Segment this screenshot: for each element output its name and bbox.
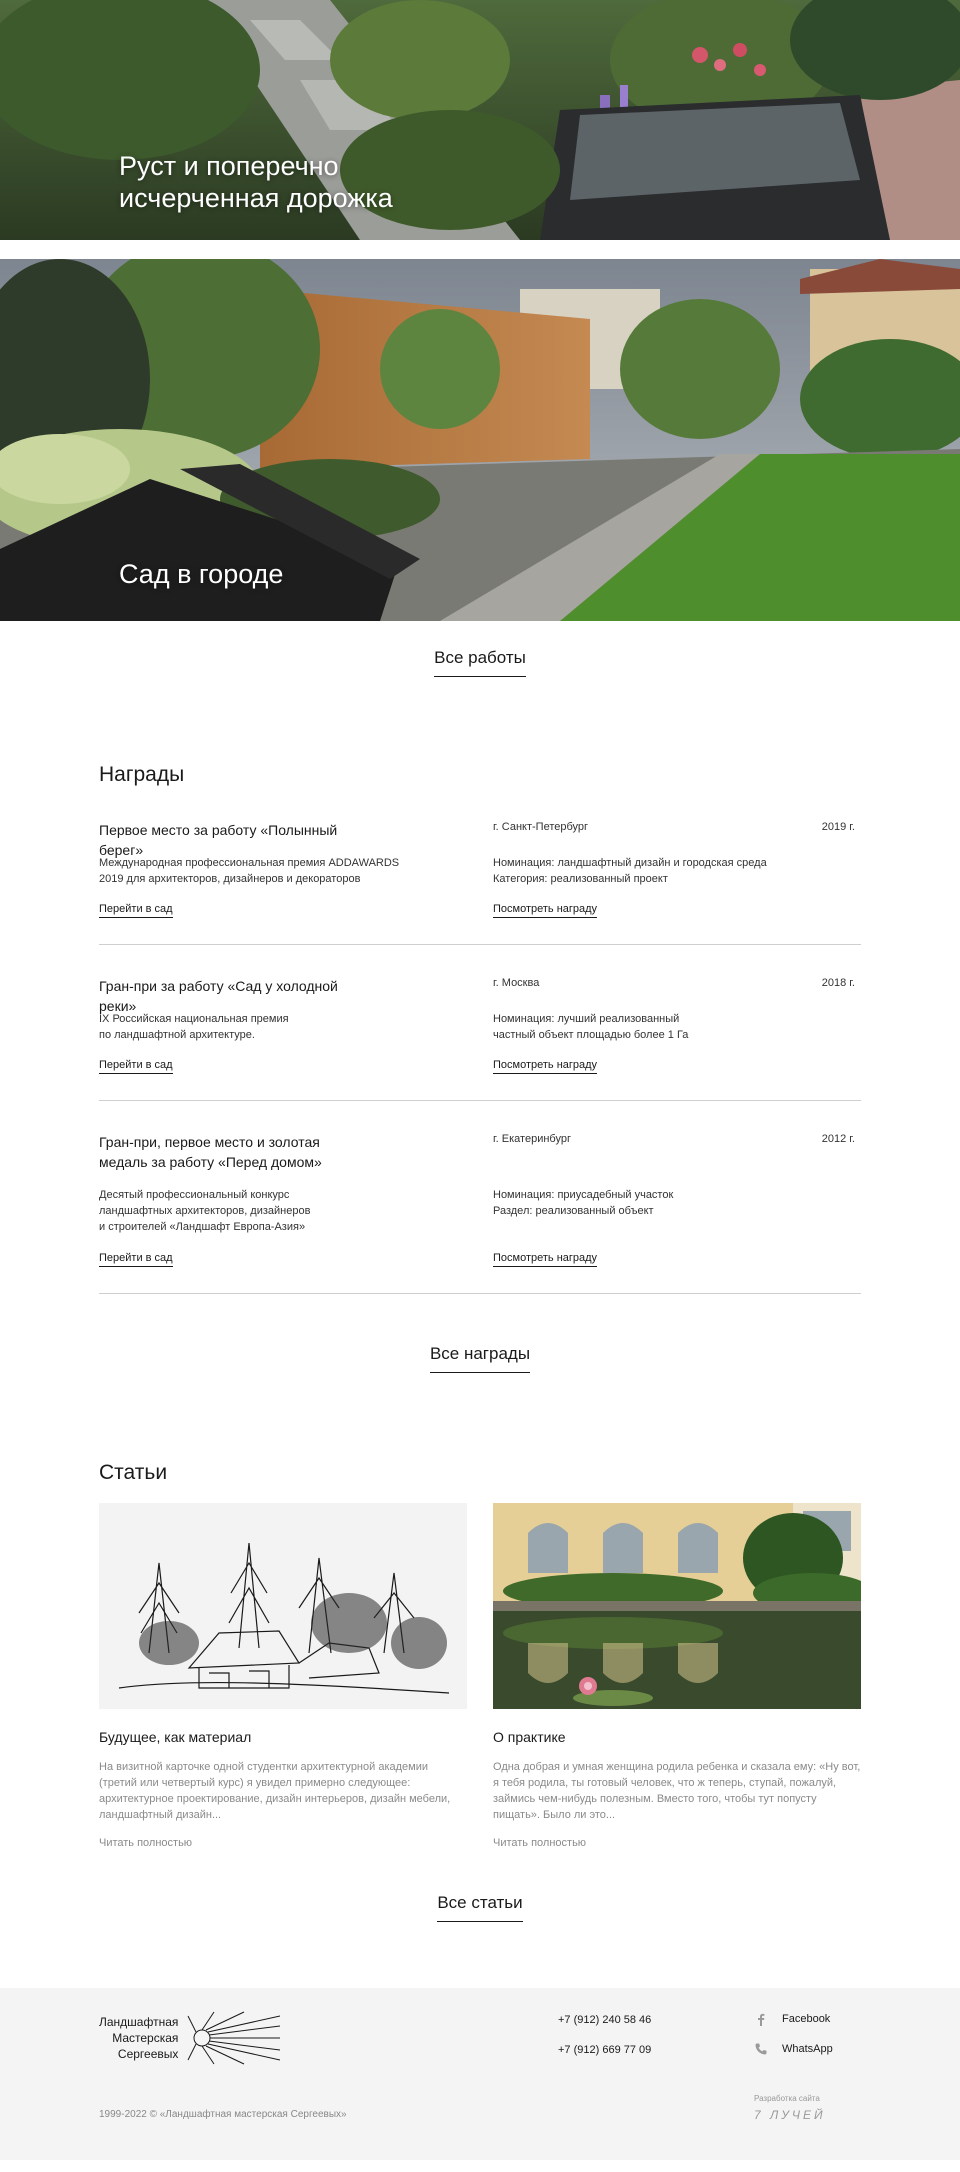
go-to-garden-link[interactable]: Перейти в сад [99,903,173,918]
award-title: Гран-при за работу «Сад у холодной реки» [99,978,338,1014]
award-title: Гран-при, первое место и золотая медаль за работу «Перед домом» [99,1134,322,1170]
project-card-rust-path[interactable] [0,0,960,240]
award-city: г. Москва [493,977,540,989]
award-title: Первое место за работу «Полынный берег» [99,822,338,858]
go-to-garden-link[interactable]: Перейти в сад [99,1252,173,1267]
logo-text [99,2014,178,2062]
view-award-link[interactable]: Посмотреть награду [493,1252,597,1267]
project-title[interactable] [119,150,393,214]
award-description: Десятый профессиональный конкурс ландшафтных архитекторов, дизайнеров и строителей «Ландшафт Европа-Азия» [99,1189,311,1233]
logo-line: Ландшафтная [99,2015,179,2029]
project-title-line: Руст и поперечно [119,151,339,181]
award-year: 2012 г. [821,1133,855,1145]
studio-logo[interactable] [99,2010,284,2066]
article-title[interactable]: О практике [493,1729,566,1745]
award-nomination: Номинация: ландшафтный дизайн и городская среда Категория: реализованный проект [493,857,767,885]
go-to-garden-link[interactable]: Перейти в сад [99,1059,173,1074]
view-award-link[interactable]: Посмотреть награду [493,903,597,918]
phone-link-1[interactable]: +7 (912) 240 58 46 [558,2014,652,2026]
all-works-link[interactable]: Все работы [434,648,526,677]
award-item [99,1132,861,1294]
articles-section [99,1461,861,1903]
whatsapp-label: WhatsApp [782,2043,833,2055]
award-city: г. Санкт-Петербург [493,821,589,833]
all-awards-link[interactable]: Все награды [430,1344,530,1373]
award-year: 2019 г. [821,821,855,833]
phone-link-2[interactable]: +7 (912) 669 77 09 [558,2044,652,2056]
award-item [99,820,861,945]
footer [0,1988,960,2160]
copyright: 1999-2022 © «Ландшафтная мастерская Сергеевых» [99,2109,347,2120]
developer-label: Разработка сайта [754,2094,820,2103]
all-articles-link[interactable]: Все статьи [437,1893,522,1922]
facebook-label: Facebook [782,2013,831,2025]
article-title[interactable]: Будущее, как материал [99,1729,252,1745]
award-year: 2018 г. [821,977,855,989]
article-thumbnail[interactable] [99,1503,467,1709]
award-city: г. Екатеринбург [493,1133,571,1145]
project-title[interactable]: Сад в городе [119,559,284,589]
project-card-city-garden[interactable] [0,259,960,621]
logo-line: Сергеевых [117,2047,179,2061]
article-card[interactable] [99,1503,467,1851]
awards-section [99,763,861,1294]
award-description: Международная профессиональная премия ADDAWARDS 2019 для архитекторов, дизайнеров и декораторов [99,857,400,885]
view-award-link[interactable]: Посмотреть награду [493,1059,597,1074]
article-thumbnail[interactable] [493,1503,861,1709]
whatsapp-link[interactable] [754,2042,833,2056]
sketch-illustration [99,1503,467,1709]
logo-line: Мастерская [112,2031,179,2045]
awards-title: Награды [99,763,185,786]
read-more-link[interactable]: Читать полностью [493,1837,587,1849]
phone-icon [754,2042,768,2056]
facebook-link[interactable] [754,2012,830,2026]
articles-title: Статьи [99,1461,168,1484]
facebook-icon [754,2012,768,2026]
sun-rays-icon [184,2010,284,2066]
article-excerpt: Одна добрая и умная женщина родила ребенка и сказала ему: «Ну вот, я тебя родила, ты готовый человек, что ж теперь, ступай, пожалуй, займись чем-нибудь полезным. Вместо того, чтобы тут попусту пищать». Было ли это... [493,1761,861,1821]
pond-photo [493,1503,861,1709]
developer-logo[interactable]: 7 ЛУЧЕЙ [754,2108,826,2122]
award-nomination: Номинация: лучший реализованный частный объект площадью более 1 Га [493,1013,689,1041]
award-nomination: Номинация: приусадебный участок Раздел: реализованный объект [493,1189,674,1217]
article-card[interactable] [493,1503,861,1851]
award-description: IX Российская национальная премия по ландшафтной архитектуре. [99,1013,289,1041]
read-more-link[interactable]: Читать полностью [99,1837,193,1849]
award-item [99,976,861,1101]
project-title-line: исчерченная дорожка [119,183,393,213]
article-excerpt: На визитной карточке одной студентки архитектурной академии (третий или четвертый курс) я увидел примерно следующее: архитектурное проектирование, дизайн интерьеров, дизайн мебели, ландшафтный дизайн... [99,1761,451,1821]
